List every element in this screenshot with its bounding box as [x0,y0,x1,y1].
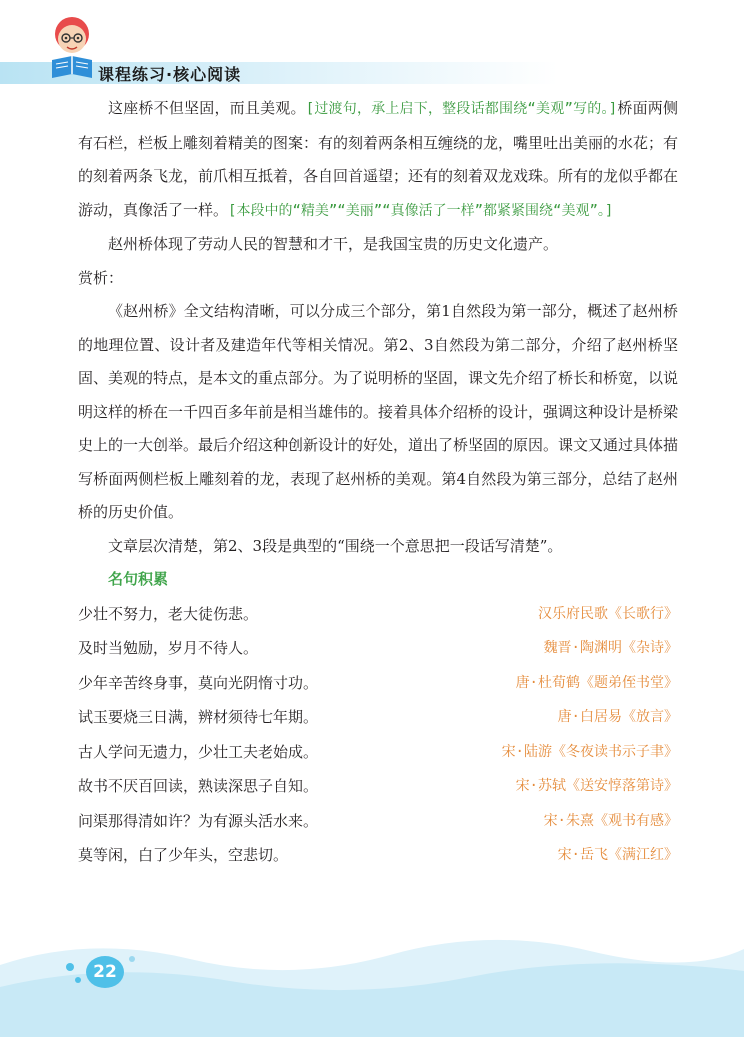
paragraph-summary: 文章层次清楚，第2、3段是典型的“围绕一个意思把一段话写清楚”。 [108,536,563,555]
quote-item [78,838,678,873]
quote-item [78,700,678,735]
quote-line: 问渠那得清如许？为有源头活水来。 [78,811,319,830]
quote-list [78,597,678,873]
quote-source: 宋·苏轼《送安惇落第诗》 [515,778,678,794]
quote-line: 故书不厌百回读，熟读深思子自知。 [78,777,319,795]
quote-item [78,631,678,666]
quote-line: 及时当勉励，岁月不待人。 [78,639,259,657]
quote-source: 宋·陆游《冬夜读书示子聿》 [501,743,678,760]
quote-source: 宋·朱熹《观书有感》 [543,812,678,829]
quote-source: 宋·岳飞《满江红》 [557,847,678,863]
quote-item [78,804,678,839]
quote-line: 莫等闲，白了少年头，空悲切。 [78,846,289,864]
appreciation-label: 赏析： [78,268,124,287]
annotation-note: [本段中的“精美”“美丽”“真像活了一样”都紧紧围绕“美观”。] [228,202,614,219]
quote-line: 试玉要烧三日满，辨材须待七年期。 [78,708,319,726]
quote-source: 唐·杜荀鹤《题弟侄书堂》 [515,674,678,691]
paragraph-text: 这座桥不但坚固，而且美观。 [108,99,306,117]
page-number: 22 [86,956,124,988]
section-title: 名句积累 [108,570,169,588]
quote-source: 汉乐府民歌《长歌行》 [538,605,678,622]
quote-source: 魏晋·陶渊明《杂诗》 [543,640,678,656]
paragraph-beauty [78,92,678,228]
quote-line: 少年辛苦终身事，莫向光阴惰寸功。 [78,673,319,692]
page-header-title: 课程练习·核心阅读 [98,65,242,84]
paragraph-analysis: 《赵州桥》全文结构清晰，可以分成三个部分，第1自然段为第一部分，概述了赵州桥的地理位置、设计者及建造年代等相关情况。第2、3自然段为第二部分，介绍了赵州桥坚固、美观的特点，是本文的重点部分。为了说明桥的坚固，课文先介绍了桥长和桥宽，以说明这样的桥在一千四百多年前是相当雄伟的。接着具体介绍桥的设计，强调这种设计是桥梁史上的一大创举。最后介绍这种创新设计的好处，道出了桥坚固的原因。课文又通过具体描写桥面两侧栏板上雕刻着的龙，表现了赵州桥的美观。第4自然段为第三部分，总结了赵州桥的历史价值。 [78,302,679,521]
quote-line: 少壮不努力，老大徒伤悲。 [78,604,259,623]
paragraph-heritage: 赵州桥体现了劳动人民的智慧和才干，是我国宝贵的历史文化遗产。 [108,235,559,253]
quote-source: 唐·白居易《放言》 [557,709,678,725]
document-body [78,92,678,873]
quote-item [78,666,678,701]
quote-item [78,735,678,770]
paragraph-text: 桥面两侧有石栏，栏板上雕刻着精美的图案：有的刻着两条相互缠绕的龙，嘴里吐出美丽的水花；有的刻着两条飞龙，前爪相互抵着，各自回首遥望；还有的刻着双龙戏珠。所有的龙似乎都在游动，真像活了一样。 [78,99,679,219]
quote-item [78,769,678,804]
quote-line: 古人学问无遗力，少壮工夫老始成。 [78,742,319,761]
annotation-note: [过渡句，承上启下，整段话都围绕“美观”写的。] [305,101,618,117]
quote-item [78,597,678,632]
